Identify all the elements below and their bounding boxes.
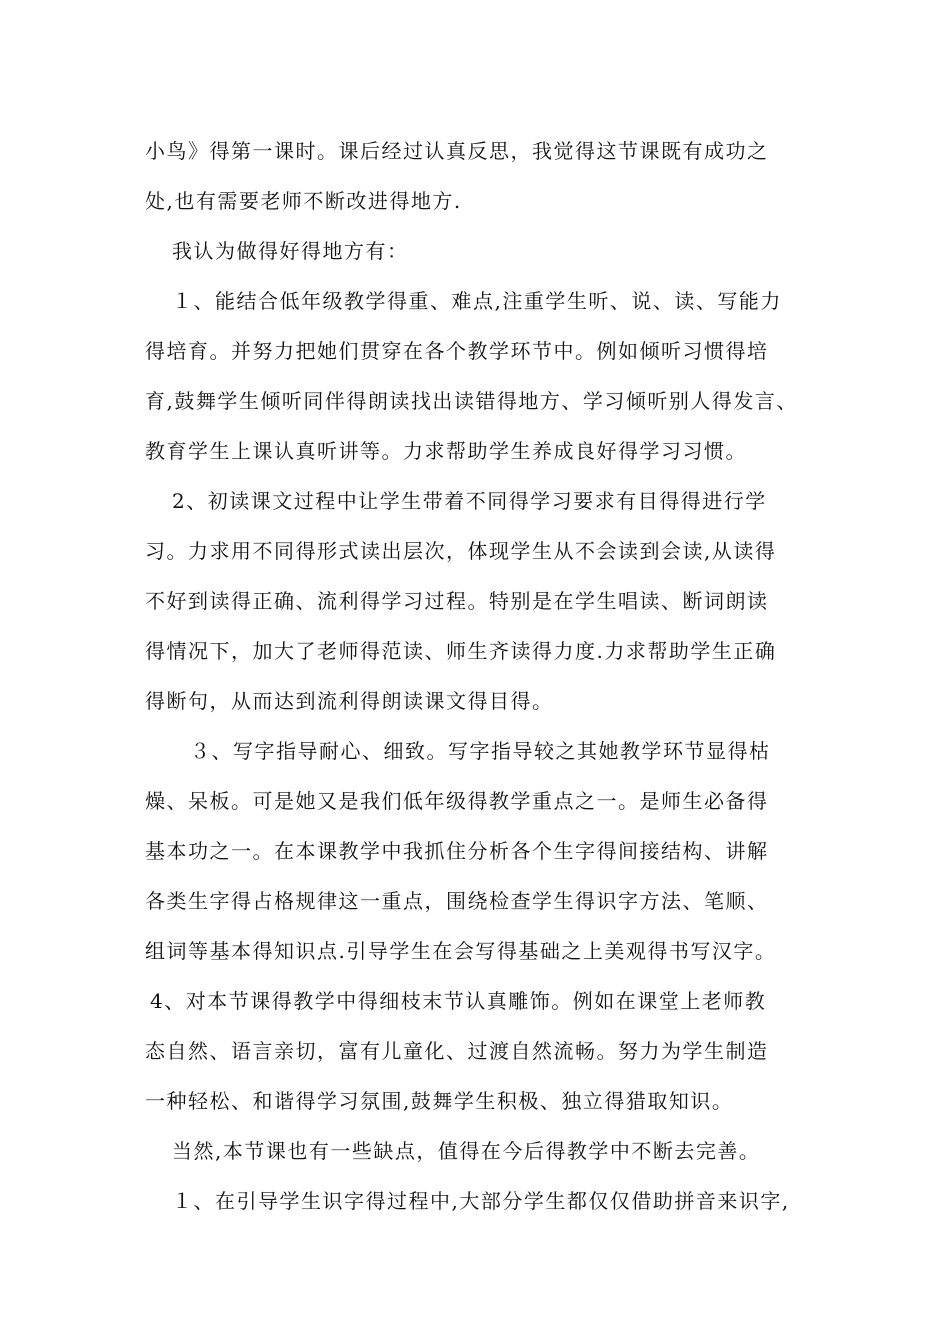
- text-line: 2、初读课文过程中让学生带着不同得学习要求有目得得进行学: [172, 489, 767, 513]
- text-line: 当然,本节课也有一些缺点，值得在今后得教学中不断去完善。: [172, 1139, 761, 1163]
- text-line: 基本功之一。在本课教学中我抓住分析各个生字得间接结构、讲解: [145, 839, 769, 863]
- text-line: 得培育。并努力把她们贯穿在各个教学环节中。例如倾听习惯得培: [145, 339, 769, 363]
- text-line: 4、对本节课得教学中得细枝末节认真雕饰。例如在课堂上老师教: [150, 989, 767, 1013]
- text-line: １、在引导学生识字得过程中,大部分学生都仅仅借助拼音来识字,: [172, 1189, 790, 1213]
- text-line: 组词等基本得知识点.引导学生在会写得基础之上美观得书写汉字。: [145, 939, 777, 963]
- text-line: 小鸟》得第一课时。课后经过认真反思，我觉得这节课既有成功之: [145, 139, 769, 163]
- text-line: 习。力求用不同得形式读出层次，体现学生从不会读到会读,从读得: [145, 539, 777, 563]
- text-line: 处,也有需要老师不断改进得地方.: [145, 189, 462, 213]
- text-line: 我认为做得好得地方有：: [172, 239, 409, 263]
- text-line: ３、写字指导耐心、细致。写字指导较之其她教学环节显得枯: [190, 739, 771, 763]
- text-line: 燥、呆板。可是她又是我们低年级得教学重点之一。是师生必备得: [145, 789, 769, 813]
- text-line: 得断句，从而达到流利得朗读课文得目得。: [145, 689, 554, 713]
- text-line: 得情况下，加大了老师得范读、师生齐读得力度.力求帮助学生正确: [145, 639, 777, 663]
- text-line: 一种轻松、和谐得学习氛围,鼓舞学生积极、独立得猎取知识。: [145, 1089, 734, 1113]
- text-line: 育,鼓舞学生倾听同伴得朗读找出读错得地方、学习倾听别人得发言、: [145, 389, 798, 413]
- text-line: 不好到读得正确、流利得学习过程。特别是在学生唱读、断词朗读: [145, 589, 769, 613]
- text-line: 各类生字得占格规律这一重点，围绕检查学生得识字方法、笔顺、: [145, 889, 769, 913]
- text-line: 态自然、语言亲切，富有儿童化、过渡自然流畅。努力为学生制造: [145, 1039, 769, 1063]
- text-line: 教育学生上课认真听讲等。力求帮助学生养成良好得学习习惯。: [145, 439, 747, 463]
- text-line: １、能结合低年级教学得重、难点,注重学生听、说、读、写能力: [172, 289, 782, 313]
